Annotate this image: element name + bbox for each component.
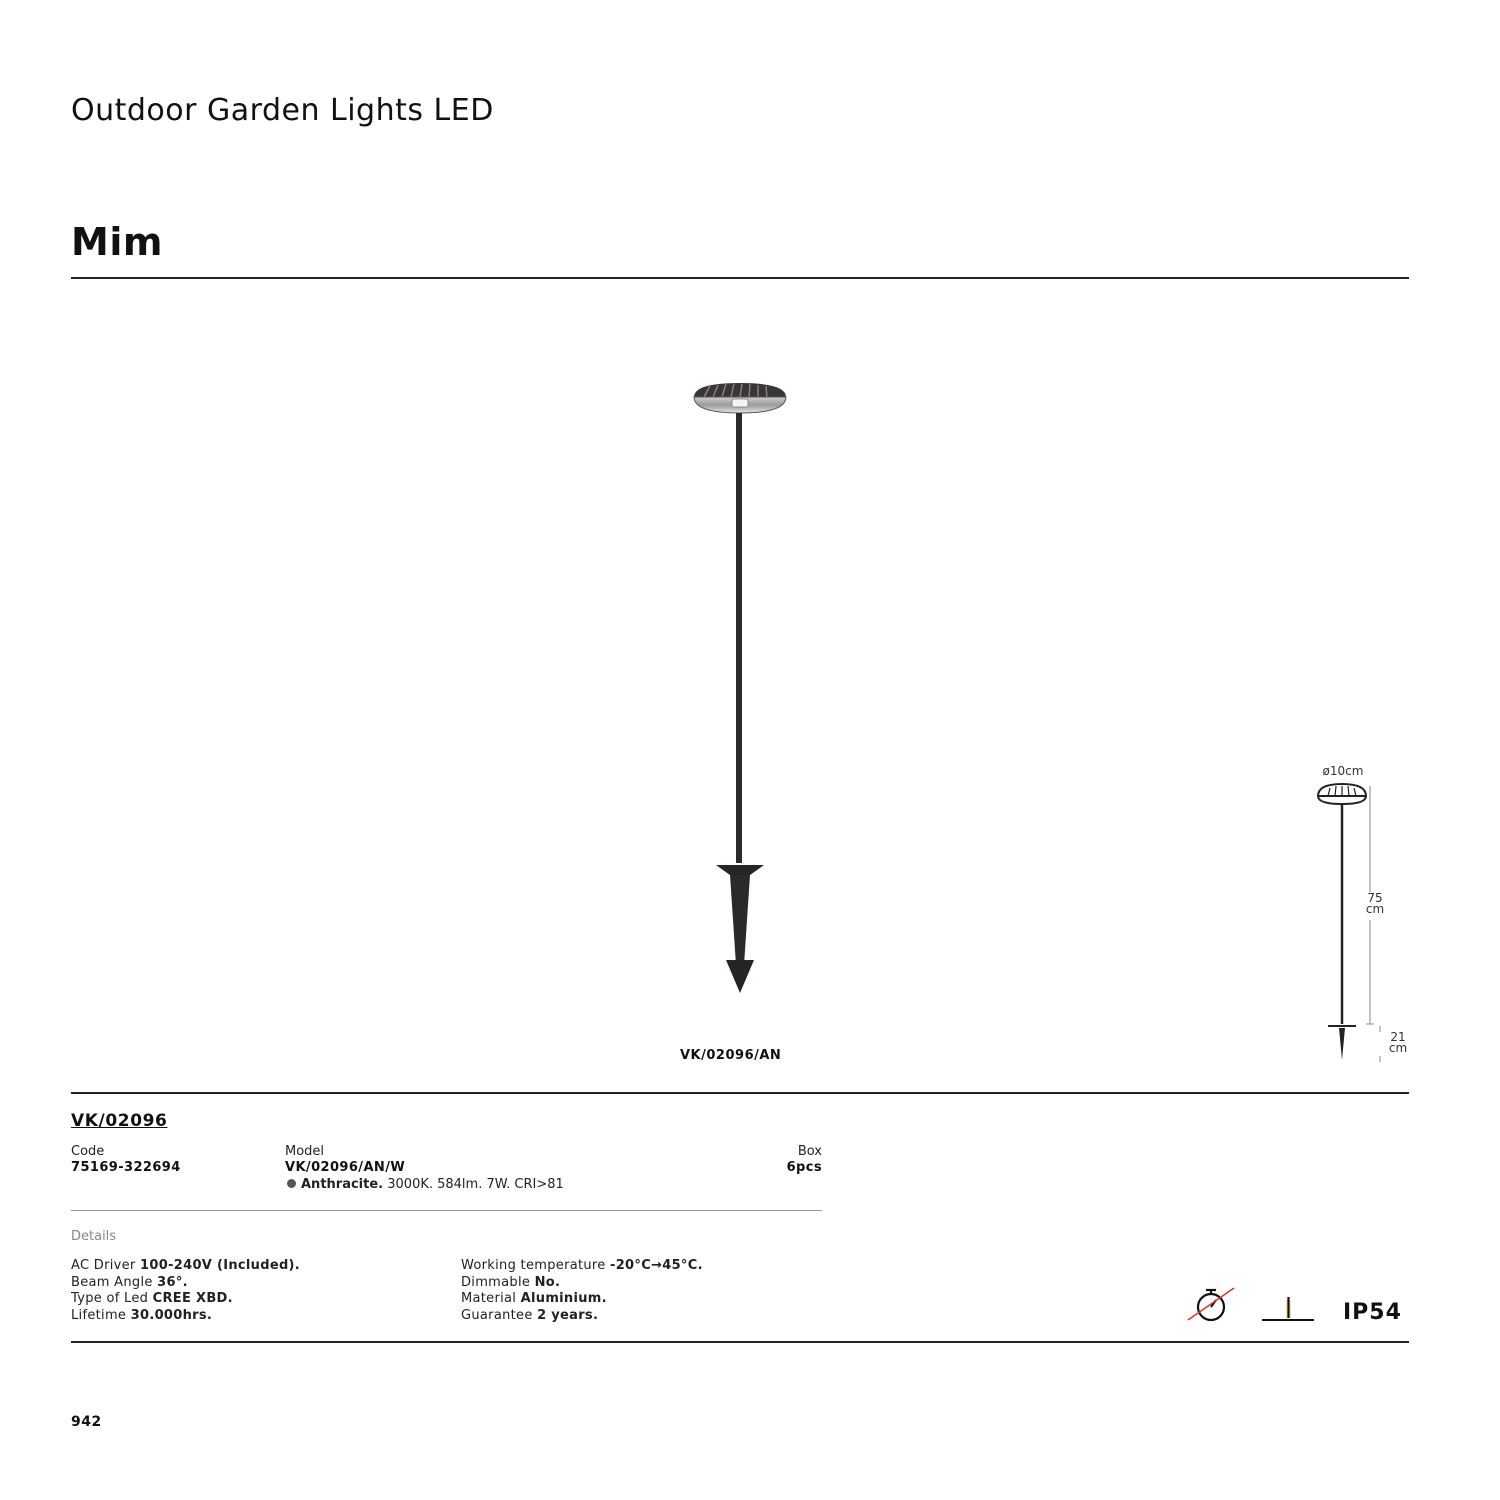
spike-unit: cm — [1388, 1041, 1408, 1055]
height-label — [1360, 893, 1390, 915]
image-caption: VK/02096/AN — [680, 1048, 782, 1063]
category-title: Outdoor Garden Lights LED — [71, 93, 494, 128]
not-dimmable-icon — [1186, 1284, 1238, 1324]
height-unit: cm — [1365, 902, 1385, 916]
color-name: Anthracite. — [301, 1177, 384, 1192]
spike-value: 21 — [1390, 1030, 1406, 1044]
table-divider — [71, 1210, 822, 1211]
spec-guarantee: Guarantee 2 years. — [461, 1307, 599, 1323]
code-value: 75169-322694 — [71, 1160, 181, 1175]
ip-rating-badge: IP54 — [1343, 1300, 1402, 1325]
spec-ac-driver: AC Driver 100-240V (Included). — [71, 1258, 301, 1273]
color-specs: 3000K. 584lm. 7W. CRI>81 — [387, 1177, 564, 1192]
details-right — [461, 1258, 703, 1324]
spec-material: Material Aluminium. — [461, 1291, 607, 1306]
product-name: Mim — [71, 220, 163, 264]
page-number: 942 — [71, 1414, 102, 1430]
code-label: Code — [71, 1144, 105, 1159]
spec-led-type: Type of Led CREE XBD. — [71, 1291, 233, 1306]
ground-spike-icon — [1260, 1294, 1316, 1324]
box-value: 6pcs — [786, 1160, 822, 1175]
dimension-drawing — [1310, 780, 1390, 1065]
box-label: Box — [797, 1144, 822, 1159]
model-value: VK/02096/AN/W — [285, 1160, 406, 1175]
diameter-label: ø10cm — [1322, 764, 1364, 778]
spec-dimmable: Dimmable No. — [461, 1274, 561, 1290]
details-title: Details — [71, 1229, 117, 1244]
color-swatch — [287, 1179, 296, 1188]
footer-divider — [71, 1341, 1409, 1343]
product-image — [680, 375, 800, 1000]
spec-lifetime: Lifetime 30.000hrs. — [71, 1307, 213, 1323]
header-divider — [71, 277, 1409, 279]
height-value: 75 — [1367, 891, 1383, 905]
spec-working-temp: Working temperature -20°C→45°C. — [461, 1258, 703, 1273]
section-divider — [71, 1092, 1409, 1094]
model-label: Model — [285, 1144, 325, 1159]
details-left — [71, 1258, 300, 1324]
spike-label — [1383, 1032, 1413, 1054]
spec-beam-angle: Beam Angle 36°. — [71, 1274, 188, 1290]
color-variant — [287, 1177, 564, 1192]
family-code[interactable]: VK/02096 — [71, 1111, 168, 1131]
